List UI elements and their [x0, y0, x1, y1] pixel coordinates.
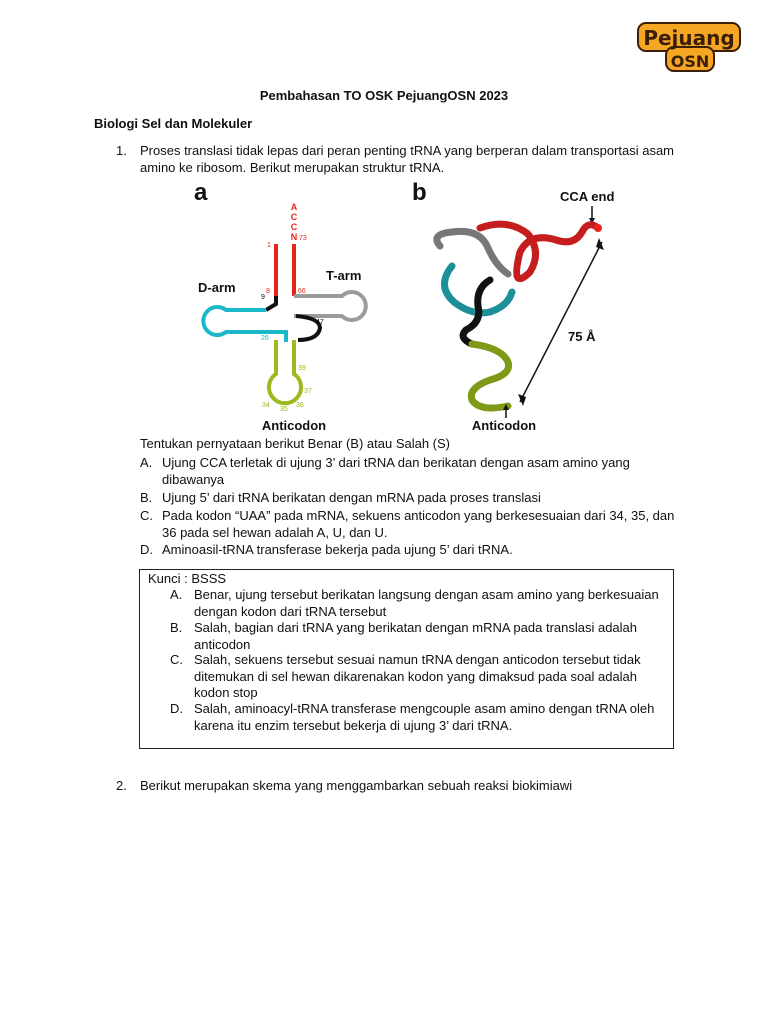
length-75-angstrom-label: 75 Å	[568, 329, 596, 344]
nucleotide-47-label: 47	[316, 319, 324, 326]
d-arm-label: D-arm	[198, 280, 236, 295]
nucleotide-66-label: 66	[298, 288, 306, 295]
option-text: Ujung 5’ dari tRNA berikatan dengan mRNA pada proses translasi	[162, 490, 541, 505]
key-text: Salah, aminoacyl-tRNA transferase mengcouple asam amino dengan tRNA oleh karena itu enzim tersebut bekerja di ujung 3’ dari tRNA.	[194, 701, 655, 733]
acceptor-letter-n: N	[290, 232, 298, 242]
nucleotide-39-label: 39	[298, 365, 306, 372]
key-letter: B.	[170, 620, 183, 635]
answer-key-box	[139, 569, 674, 749]
option-letter: B.	[140, 490, 153, 505]
nucleotide-26-label: 26	[261, 335, 269, 342]
question-text: Proses translasi tidak lepas dari peran penting tRNA yang berperan dalam transportasi asam amino ke ribosom. Berikut merupakan struktur tRNA.	[140, 143, 675, 175]
anticodon-label-b: Anticodon	[471, 418, 537, 433]
key-letter: A.	[170, 587, 183, 602]
question-text: Berikut merupakan skema yang menggambarkan sebuah reaksi biokimiawi	[140, 778, 573, 793]
panel-b-label: b	[412, 179, 427, 206]
acceptor-letter-c1: C	[290, 212, 298, 222]
nucleotide-37-label: 37	[304, 388, 312, 395]
answer-key-title: Kunci : BSSS	[148, 571, 227, 586]
cca-end-label: CCA end	[560, 189, 615, 204]
question-number: 1.	[116, 143, 127, 158]
nucleotide-9-label: 9	[261, 294, 265, 301]
nucleotide-36-label: 36	[296, 402, 304, 409]
anticodon-label-a: Anticodon	[261, 418, 327, 433]
option-letter: C.	[140, 508, 153, 523]
key-text: Benar, ujung tersebut berikatan langsung dengan asam amino yang berkesuaian dengan kodon dari tRNA tersebut	[194, 587, 659, 619]
logo-text-bottom: OSN	[670, 52, 710, 71]
option-text: Pada kodon “UAA” pada mRNA, sekuens anticodon yang berkesesuaian dari 34, 35, dan 36 pada sel hewan adalah A, U, dan U.	[162, 508, 675, 540]
nucleotide-8-label: 8	[266, 288, 270, 295]
key-letter: D.	[170, 701, 183, 716]
key-text: Salah, sekuens tersebut sesuai namun tRNA dengan anticodon tersebut tidak ditemukan di sel hewan dikarenakan kodon yang dimaksud pada soal adalah kodon stop	[194, 652, 641, 700]
nucleotide-73-label: 73	[299, 235, 307, 242]
document-title: Pembahasan TO OSK PejuangOSN 2023	[259, 88, 509, 103]
section-title: Biologi Sel dan Molekuler	[94, 116, 253, 131]
key-letter: C.	[170, 652, 183, 667]
panel-a-label: a	[194, 179, 208, 206]
logo-text-top: Pejuang	[643, 26, 735, 50]
t-arm-label: T-arm	[326, 268, 362, 283]
question-number: 2.	[116, 778, 127, 793]
question-prompt: Tentukan pernyataan berikut Benar (B) atau Salah (S)	[140, 436, 451, 451]
option-text: Aminoasil-tRNA transferase bekerja pada ujung 5’ dari tRNA.	[162, 542, 513, 557]
acceptor-letter-c2: C	[290, 222, 298, 232]
pejuangosn-logo	[636, 20, 742, 74]
nucleotide-1-label: 1	[267, 242, 271, 249]
nucleotide-34-label: 34	[262, 402, 270, 409]
trna-structure-figure	[190, 176, 626, 434]
acceptor-letter-a: A	[290, 202, 298, 212]
nucleotide-35-label: 35	[280, 406, 288, 413]
option-letter: A.	[140, 455, 153, 470]
option-text: Ujung CCA terletak di ujung 3’ dari tRNA dan berikatan dengan asam amino yang dibawanya	[162, 455, 630, 487]
option-letter: D.	[140, 542, 153, 557]
key-text: Salah, bagian dari tRNA yang berikatan dengan mRNA pada translasi adalah anticodon	[194, 620, 638, 652]
